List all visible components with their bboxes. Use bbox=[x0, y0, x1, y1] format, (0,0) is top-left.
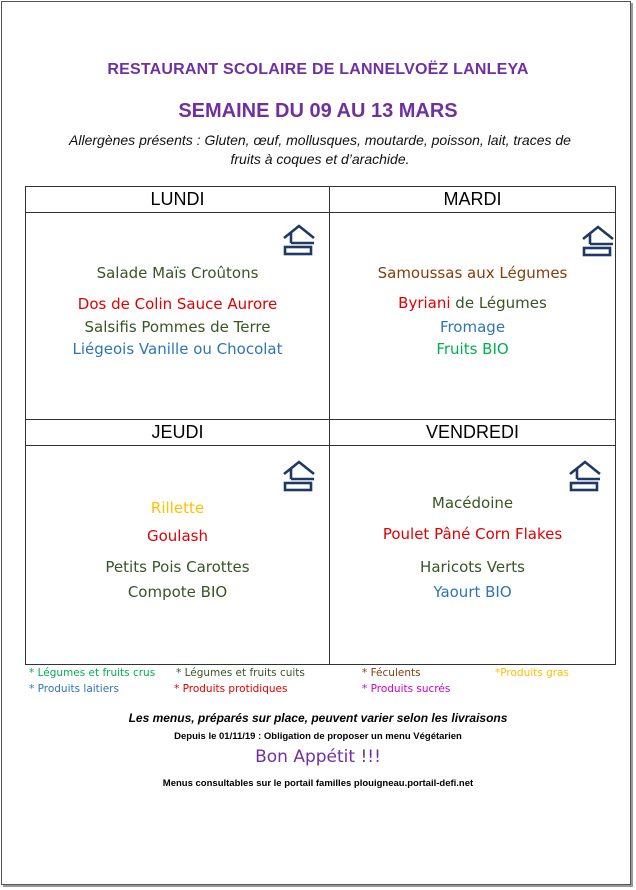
dish-vendredi-main: Poulet Pâné Corn Flakes bbox=[382, 525, 563, 543]
grid-divider-header-top bbox=[25, 212, 616, 213]
allergens-line-1: Allergènes présents : Gluten, œuf, mollusques, moutarde, poisson, lait, traces de bbox=[69, 132, 571, 148]
dish-lundi-side: Salsifis Pommes de Terre bbox=[84, 318, 271, 336]
dish-lundi-dessert: Liégeois Vanille ou Chocolat bbox=[72, 340, 283, 358]
dish-mardi-main-part1: Byriani bbox=[398, 294, 451, 312]
day-header-mardi: MARDI bbox=[443, 189, 502, 209]
legend-fat: *Produits gras bbox=[495, 667, 569, 679]
homemade-house-icon bbox=[281, 459, 317, 493]
day-header-vendredi: VENDREDI bbox=[425, 422, 519, 442]
bon-appetit: Bon Appétit !!! bbox=[255, 747, 381, 767]
dish-lundi-main: Dos de Colin Sauce Aurore bbox=[77, 295, 278, 313]
homemade-house-icon bbox=[567, 459, 603, 493]
legend-sugar: * Produits sucrés bbox=[362, 683, 451, 695]
dish-jeudi-dessert: Compote BIO bbox=[127, 583, 228, 601]
dish-jeudi-main: Goulash bbox=[147, 527, 208, 545]
day-header-jeudi: JEUDI bbox=[151, 422, 204, 442]
grid-divider-middle bbox=[25, 419, 616, 420]
week-title: SEMAINE DU 09 AU 13 MARS bbox=[178, 100, 458, 122]
dish-jeudi-side: Petits Pois Carottes bbox=[105, 558, 250, 576]
dish-vendredi-side: Haricots Verts bbox=[420, 558, 525, 576]
homemade-house-icon bbox=[580, 224, 616, 258]
vegetarian-note: Depuis le 01/11/19 : Obligation de proposer un menu Végétarien bbox=[174, 731, 462, 742]
restaurant-title: RESTAURANT SCOLAIRE DE LANNELVOËZ LANLEYA bbox=[107, 61, 529, 78]
dish-mardi-cheese: Fromage bbox=[439, 318, 506, 336]
legend-starch: * Féculents bbox=[362, 667, 421, 679]
dish-vendredi-dessert: Yaourt BIO bbox=[433, 583, 512, 601]
dish-mardi-starter: Samoussas aux Légumes bbox=[377, 264, 568, 282]
allergens-line-2: fruits à coques et d’arachide. bbox=[230, 151, 410, 167]
legend-raw-veg: * Légumes et fruits crus bbox=[29, 667, 156, 679]
legend-cooked-veg: * Légumes et fruits cuits bbox=[176, 667, 305, 679]
dish-mardi-main bbox=[330, 294, 615, 312]
portal-note: Menus consultables sur le portail familles plouigneau.portail-defi.net bbox=[162, 778, 474, 789]
day-header-lundi: LUNDI bbox=[150, 189, 205, 209]
dish-vendredi-starter: Macédoine bbox=[431, 494, 514, 512]
dish-mardi-main-part2: de Légumes bbox=[450, 294, 547, 312]
legend-protein: * Produits protidiques bbox=[174, 683, 288, 695]
dish-mardi-dessert: Fruits BIO bbox=[436, 340, 509, 358]
grid-divider-header-bottom bbox=[25, 445, 616, 446]
allergens-notice bbox=[30, 131, 610, 169]
dish-lundi-starter: Salade Maïs Croûtons bbox=[96, 264, 259, 282]
delivery-note: Les menus, préparés sur place, peuvent varier selon les livraisons bbox=[128, 711, 508, 725]
dish-jeudi-starter: Rillette bbox=[150, 499, 205, 517]
legend-dairy: * Produits laitiers bbox=[29, 683, 119, 695]
homemade-house-icon bbox=[281, 223, 317, 257]
